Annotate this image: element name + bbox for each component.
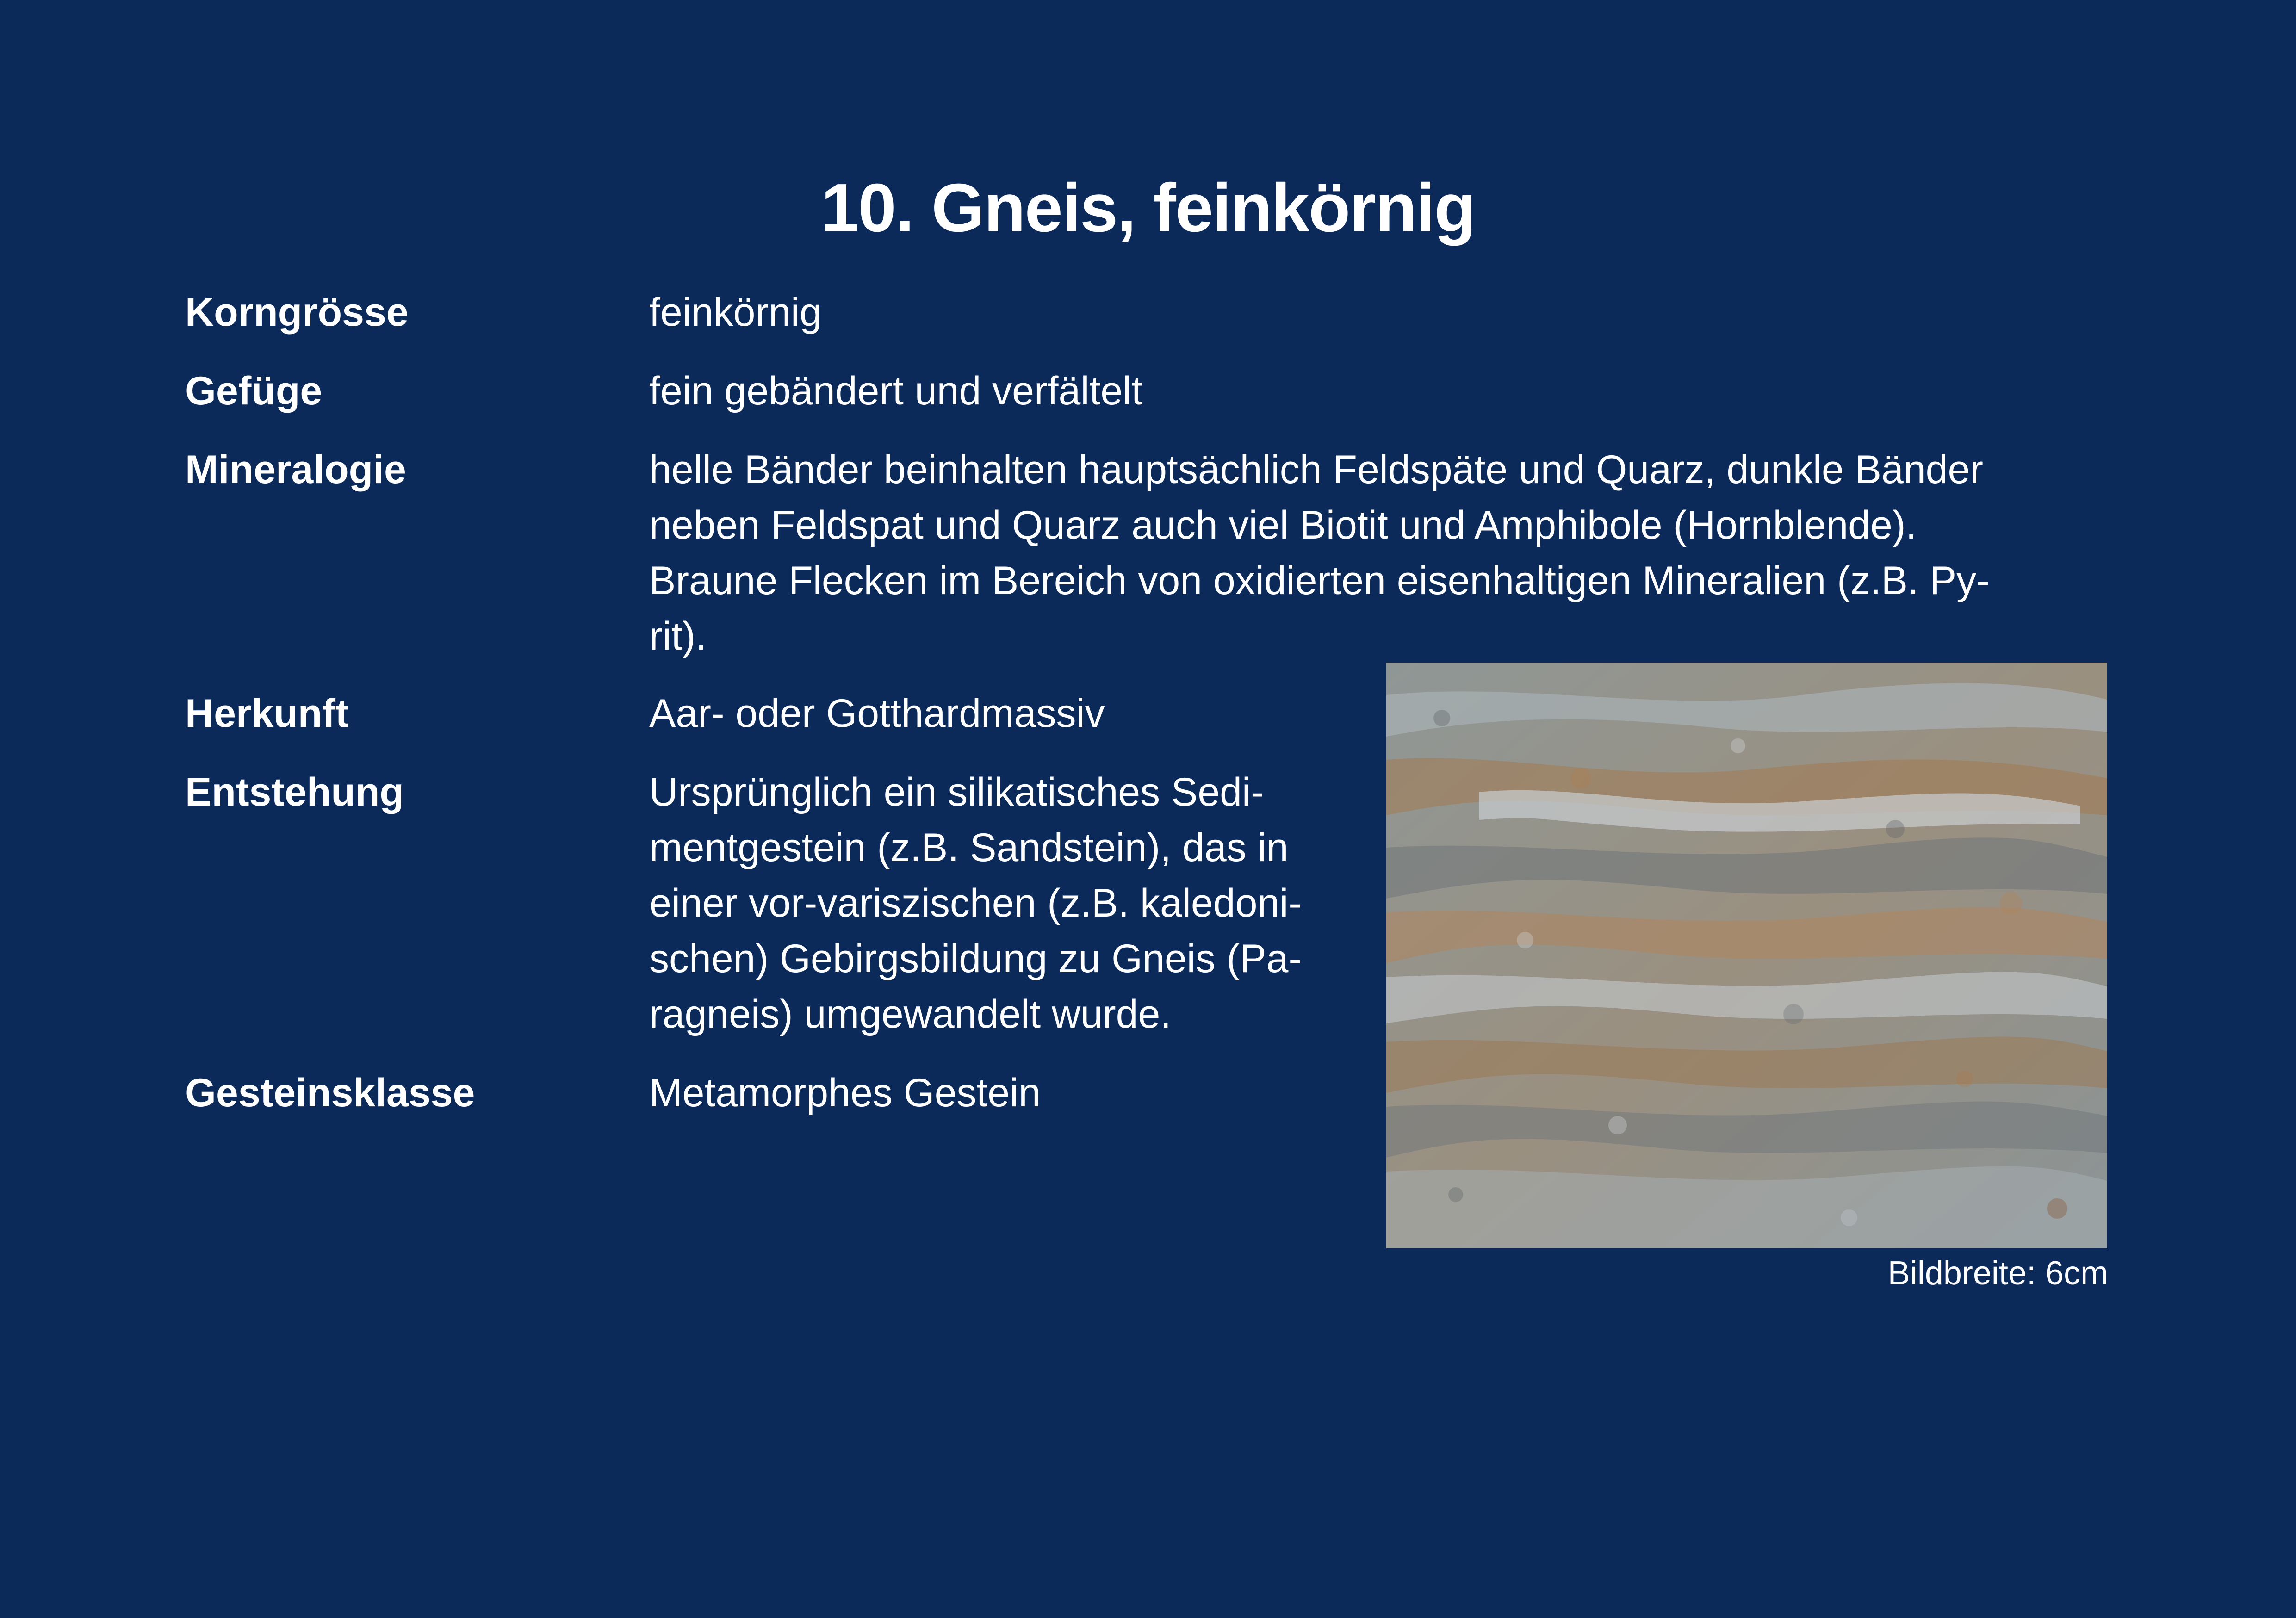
text-line: Ursprünglich ein silikatisches Sedi- <box>649 770 1264 814</box>
property-label: Korngrösse <box>185 290 409 335</box>
text-line: neben Feldspat und Quarz auch viel Biotit und Amphibole (Hornblende). <box>649 503 1917 547</box>
property-value: feinkörnig <box>649 290 822 335</box>
property-value <box>649 764 1371 1042</box>
text-line: Braune Flecken im Bereich von oxidierten eisenhaltigen Mineralien (z.B. Py- <box>649 558 1990 603</box>
text-line: rit). <box>649 614 707 658</box>
property-value <box>649 442 2084 664</box>
property-label: Gefüge <box>185 369 323 413</box>
property-label: Entstehung <box>185 770 404 814</box>
property-value: fein gebändert und verfältelt <box>649 369 1143 413</box>
text-line: schen) Gebirgsbildung zu Gneis (Pa- <box>649 936 1302 981</box>
page-title: 10. Gneis, feinkörnig <box>821 170 1475 246</box>
property-label: Herkunft <box>185 691 349 736</box>
text-line: einer vor-variszischen (z.B. kaledoni- <box>649 881 1302 925</box>
image-caption: Bildbreite: 6cm <box>1887 1255 2108 1292</box>
text-line: ragneis) umgewandelt wurde. <box>649 992 1172 1036</box>
property-label: Gesteinsklasse <box>185 1071 475 1115</box>
gneiss-rock-photo <box>1386 663 2107 1248</box>
text-line: helle Bänder beinhalten hauptsächlich Feldspäte und Quarz, dunkle Bänder <box>649 447 1983 492</box>
property-label: Mineralogie <box>185 447 406 492</box>
property-value: Aar- oder Gotthardmassiv <box>649 691 1105 736</box>
property-value: Metamorphes Gestein <box>649 1071 1041 1115</box>
text-line: mentgestein (z.B. Sandstein), das in <box>649 825 1289 870</box>
